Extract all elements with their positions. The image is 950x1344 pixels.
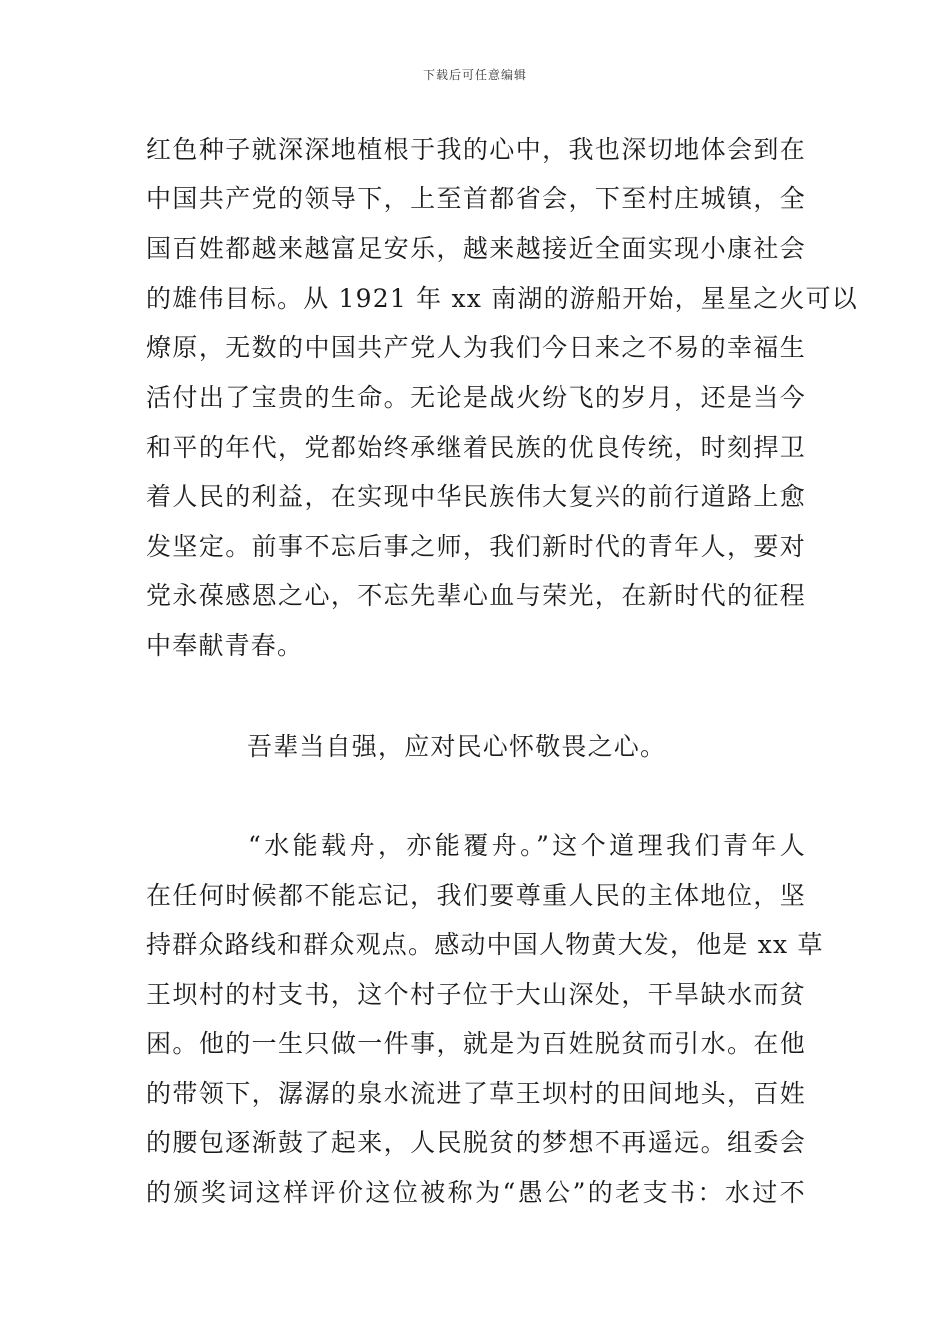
- paragraph-2-line: 持群众路线和群众观点。感动中国人物黄大发，他是 xx 草: [146, 930, 824, 959]
- paragraph-1-line: 着人民的利益，在实现中华民族伟大复兴的前行道路上愈: [146, 482, 806, 511]
- paragraph-1-line: 发坚定。前事不忘后事之师，我们新时代的青年人，要对: [146, 532, 806, 561]
- paragraph-1-line: 和平的年代，党都始终承继着民族的优良传统，时刻捍卫: [146, 433, 806, 462]
- paragraph-2-line: “水能载舟，亦能覆舟。”这个道理我们青年人: [248, 831, 806, 860]
- header-note: 下载后可任意编辑: [422, 68, 527, 82]
- paragraph-2-line: 的颁奖词这样评价这位被称为“愚公”的老支书：水过不: [146, 1178, 806, 1207]
- paragraph-1-line: 中奉献青春。: [146, 631, 304, 660]
- paragraph-2-line: 的带领下，潺潺的泉水流进了草王坝村的田间地头，百姓: [146, 1079, 806, 1108]
- paragraph-1-line: 国百姓都越来越富足安乐，越来越接近全面实现小康社会: [146, 234, 806, 263]
- section-heading: 吾辈当自强，应对民心怀敬畏之心。: [247, 732, 667, 761]
- paragraph-1-line: 中国共产党的领导下，上至首都省会，下至村庄城镇，全: [146, 184, 806, 213]
- paragraph-2-line: 的腰包逐渐鼓了起来，人民脱贫的梦想不再遥远。组委会: [146, 1128, 806, 1157]
- paragraph-2-line: 在任何时候都不能忘记，我们要尊重人民的主体地位，坚: [146, 881, 806, 910]
- paragraph-1-line: 党永葆感恩之心，不忘先辈心血与荣光，在新时代的征程: [146, 581, 806, 610]
- paragraph-1-line: 燎原，无数的中国共产党人为我们今日来之不易的幸福生: [146, 333, 806, 362]
- paragraph-2-line: 王坝村的村支书，这个村子位于大山深处，干旱缺水而贫: [146, 980, 806, 1009]
- paragraph-1-line: 活付出了宝贵的生命。无论是战火纷飞的岁月，还是当今: [146, 383, 806, 412]
- paragraph-1-line: 的雄伟目标。从 1921 年 xx 南湖的游船开始，星星之火可以: [146, 284, 859, 313]
- paragraph-1-line: 红色种子就深深地植根于我的心中，我也深切地体会到在: [146, 135, 806, 164]
- paragraph-2-line: 困。他的一生只做一件事，就是为百姓脱贫而引水。在他: [146, 1029, 806, 1058]
